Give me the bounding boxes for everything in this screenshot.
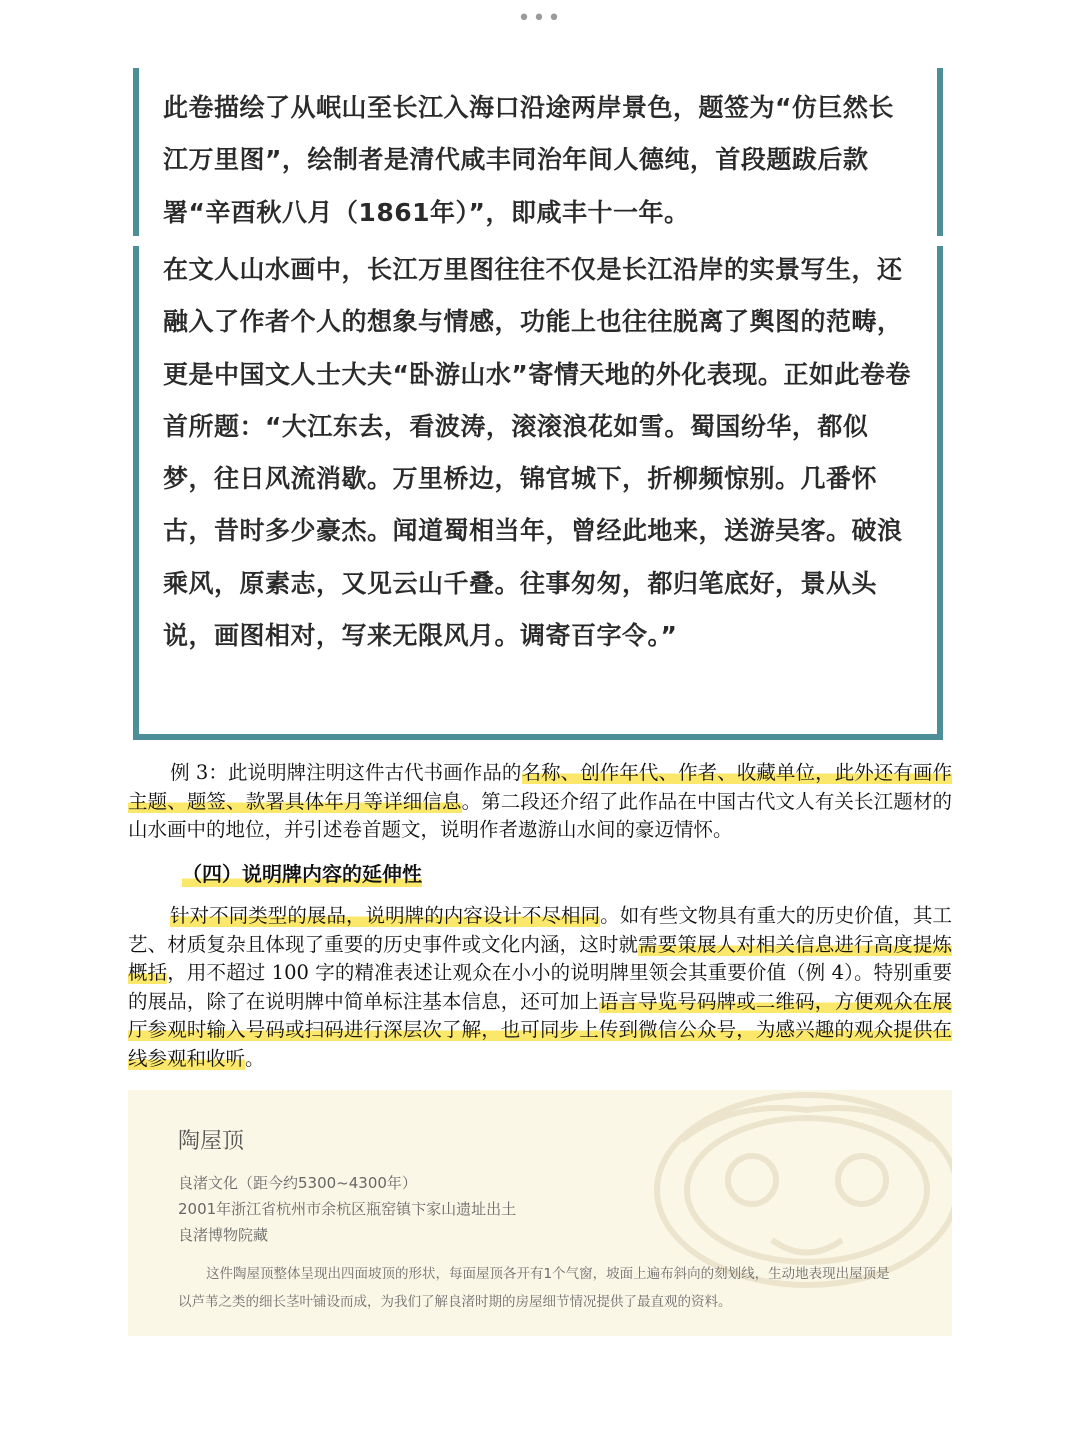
- card-border-right-bottom: [937, 246, 943, 740]
- page-menu-dots[interactable]: •••: [517, 6, 563, 31]
- body-text-4: ，用不超过 100 字的精准表述让观众在小小的说明牌里领会其重要价值（例 4）。特别重要的展品，除了在说明牌中简单标注基本信息，还可加上: [128, 961, 952, 1013]
- section-heading: （四）说明牌内容的延伸性: [182, 858, 422, 887]
- section-body-paragraph: [128, 902, 952, 1074]
- label-meta: [178, 1170, 516, 1248]
- scanned-label-card: [133, 68, 943, 740]
- example-4-label-image: [128, 1090, 952, 1336]
- label-description-text: 这件陶屋顶整体呈现出四面坡顶的形状，每面屋顶各开有1个气窗，坡面上遍布斜向的刻划线，生动地表现出屋顶是以芦苇之类的细长茎叶铺设而成，为我们了解良渚时期的房屋细节情况提供了最直观的资料。: [178, 1266, 890, 1310]
- card-border-left-top: [133, 68, 139, 236]
- body-highlight-6: ，方便观众在展厅参观时输入号码或扫码进行深层次了解，也可同步上传到微信公众号，为感兴趣的观众提供在线参观和收听: [128, 989, 952, 1070]
- label-description: [178, 1260, 898, 1316]
- body-highlight-5: 语言导览号码牌或二维码: [598, 989, 815, 1013]
- label-provenance: 2001年浙江省杭州市余杭区瓶窑镇卞家山遗址出土: [178, 1200, 517, 1218]
- body-text-7: 。: [245, 1046, 265, 1070]
- example-3-prefix: 例 3：此说明牌注明这件古代书画作品的: [170, 761, 522, 784]
- card-paragraph-2: 在文人山水画中，长江万里图往往不仅是长江沿岸的实景写生，还融入了作者个人的想象与情感，功能上也往往脱离了舆图的范畴，更是中国文人士大夫“卧游山水”寄情天地的外化表现。正如此卷卷首所题：“大江东去，看波涛，滚滚浪花如雪。蜀国纷华，都似梦，往日风流消歇。万里桥边，锦官城下，折柳频惊别。几番怀古，昔时多少豪杰。闻道蜀相当年，曾经此地来，送游吴客。破浪乘风，原素志，又见云山千叠。往事匆匆，都归笔底好，景从头说，画图相对，写来无限风月。调寄百字令。”: [163, 255, 911, 651]
- body-highlight-1: 针对不同类型的展品，说明牌的内容设计不尽相同: [170, 904, 601, 927]
- example-3-highlight: 名称、创作年代、作者、收藏单位，此外还有画作主题、题签、款署具体年月等详细信息: [128, 761, 952, 813]
- body-highlight-3: 需要策展人对相关信息进行高度提炼概括: [128, 932, 952, 985]
- label-collection: 良渚博物院藏: [178, 1226, 269, 1244]
- example-3-paragraph: [128, 759, 952, 845]
- card-border-bottom: [133, 734, 943, 740]
- card-border-left-bottom: [133, 246, 139, 740]
- label-culture: 良渚文化（距今约5300~4300年）: [178, 1174, 417, 1192]
- card-border-right-top: [937, 68, 943, 236]
- body-text-2: 。如有些文物具有重大的历史价值，其工艺、材质复杂且体现了重要的历史事件或文化内涵，这时就: [128, 904, 952, 956]
- label-title: 陶屋顶: [178, 1129, 245, 1154]
- card-paragraph-1: 此卷描绘了从岷山至长江入海口沿途两岸景色，题签为“仿巨然长江万里图”，绘制者是清代咸丰同治年间人德纯，首段题跋后款署“辛酉秋八月（1861年）”，即咸丰十一年。: [163, 93, 894, 227]
- example-3-suffix: 。第二段还介绍了此作品在中国古代文人有关长江题材的山水画中的地位，并引述卷首题文，说明作者遨游山水间的豪迈情怀。: [128, 789, 952, 842]
